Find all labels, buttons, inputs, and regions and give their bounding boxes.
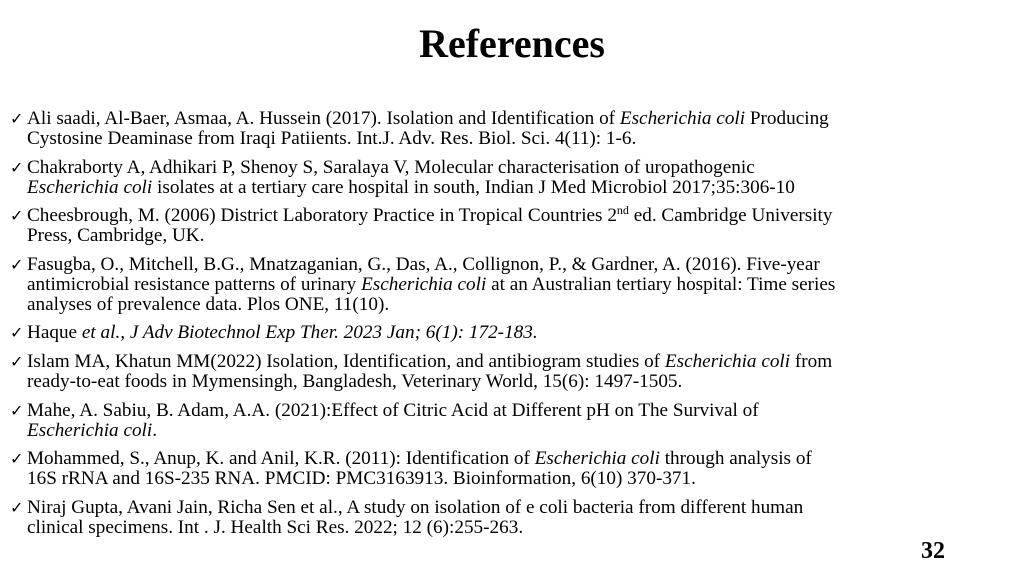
reference-line xyxy=(27,401,1016,421)
reference-line xyxy=(27,129,1016,149)
reference-text: isolates at a tertiary care hospital in south, Indian J Med Microbiol 2017;35:306-10 xyxy=(152,176,795,198)
reference-line xyxy=(27,372,1016,392)
reference-text: Press, Cambridge, UK. xyxy=(27,225,205,247)
reference-item xyxy=(10,352,1016,392)
reference-line xyxy=(27,178,1016,198)
reference-line xyxy=(27,109,1016,129)
checkmark-icon: ✓ xyxy=(10,157,24,177)
reference-text: Cheesbrough, M. (2006) District Laboratory Practice in Tropical Countries 2 xyxy=(27,205,617,227)
reference-line xyxy=(27,203,1016,227)
reference-text: ed. Cambridge University xyxy=(628,205,833,227)
slide-title: References xyxy=(419,21,605,66)
citation-italic: et al., J Adv Biotechnol Exp Ther. 2023 Jan; 6(1): 172-183. xyxy=(81,322,538,344)
reference-text: Chakraborty A, Adhikari P, Shenoy S, Saralaya V, Molecular characterisation of uropathogenic xyxy=(27,156,755,178)
reference-text: at an Australian tertiary hospital: Time series xyxy=(486,273,836,295)
reference-item xyxy=(10,401,1016,441)
checkmark-icon: ✓ xyxy=(10,497,24,517)
checkmark-icon: ✓ xyxy=(10,351,24,371)
reference-line xyxy=(27,158,1016,178)
checkmark-icon: ✓ xyxy=(10,323,24,343)
reference-text: Islam MA, Khatun MM(2022) Isolation, Identification, and antibiogram studies of xyxy=(27,350,665,372)
reference-text: analyses of prevalence data. Plos ONE, 11(10). xyxy=(27,293,390,315)
reference-text: Cystosine Deaminase from Iraqi Patiients. Int.J. Adv. Res. Biol. Sci. 4(11): 1-6. xyxy=(27,128,637,149)
reference-text: . xyxy=(152,419,158,441)
reference-text: Mohammed, S., Anup, K. and Anil, K.R. (2011): Identification of xyxy=(27,448,535,470)
reference-line xyxy=(27,255,1016,275)
reference-line xyxy=(27,421,1016,441)
species-name: Escherichia coli xyxy=(664,350,791,372)
species-name: Escherichia coli xyxy=(619,108,746,129)
reference-text: ready-to-eat foods in Mymensingh, Bangladesh, Veterinary World, 15(6): 1497-1505. xyxy=(27,370,683,392)
reference-item xyxy=(10,498,1016,538)
species-name: Escherichia coli xyxy=(534,448,660,470)
reference-item xyxy=(10,323,1016,343)
reference-text: Fasugba, O., Mitchell, B.G., Mnatzaganian, G., Das, A., Collignon, P., & Gardner, A. (2016). Five-year xyxy=(27,253,820,275)
checkmark-icon: ✓ xyxy=(10,206,24,226)
reference-item xyxy=(10,158,1016,198)
reference-text: clinical specimens. Int . J. Health Sci Res. 2022; 12 (6):255-263. xyxy=(27,516,524,538)
reference-text: Producing xyxy=(745,108,829,129)
reference-line xyxy=(27,226,1016,246)
reference-item xyxy=(10,203,1016,247)
reference-line xyxy=(27,518,1016,538)
superscript: nd xyxy=(616,203,629,218)
reference-text: through analysis of xyxy=(659,448,812,470)
reference-item xyxy=(10,449,1016,489)
reference-line xyxy=(27,498,1016,518)
page-number: 32 xyxy=(921,538,945,564)
species-name: Escherichia coli xyxy=(361,273,487,295)
reference-item xyxy=(10,255,1016,315)
reference-line xyxy=(27,469,1016,489)
reference-item xyxy=(10,109,1016,149)
species-name: Escherichia coli xyxy=(27,176,153,198)
reference-text: Haque xyxy=(27,322,82,344)
reference-list xyxy=(10,109,1016,546)
reference-line xyxy=(27,352,1016,372)
reference-line xyxy=(27,275,1016,295)
reference-text: Ali saadi, Al-Baer, Asmaa, A. Hussein (2017). Isolation and Identification of xyxy=(27,108,620,129)
reference-line xyxy=(27,449,1016,469)
checkmark-icon: ✓ xyxy=(10,449,24,469)
checkmark-icon: ✓ xyxy=(10,254,24,274)
reference-text: antimicrobial resistance patterns of urinary xyxy=(27,273,362,295)
species-name: Escherichia coli xyxy=(27,419,153,441)
reference-line xyxy=(27,295,1016,315)
reference-text: from xyxy=(790,350,833,372)
reference-text: Mahe, A. Sabiu, B. Adam, A.A. (2021):Effect of Citric Acid at Different pH on The Survival of xyxy=(27,399,759,421)
checkmark-icon: ✓ xyxy=(10,400,24,420)
reference-line xyxy=(27,323,1016,343)
reference-text: 16S rRNA and 16S-235 RNA. PMCID: PMC3163913. Bioinformation, 6(10) 370-371. xyxy=(27,468,696,490)
checkmark-icon: ✓ xyxy=(10,109,24,128)
reference-text: Niraj Gupta, Avani Jain, Richa Sen et al., A study on isolation of e coli bacteria from different human xyxy=(27,496,804,518)
